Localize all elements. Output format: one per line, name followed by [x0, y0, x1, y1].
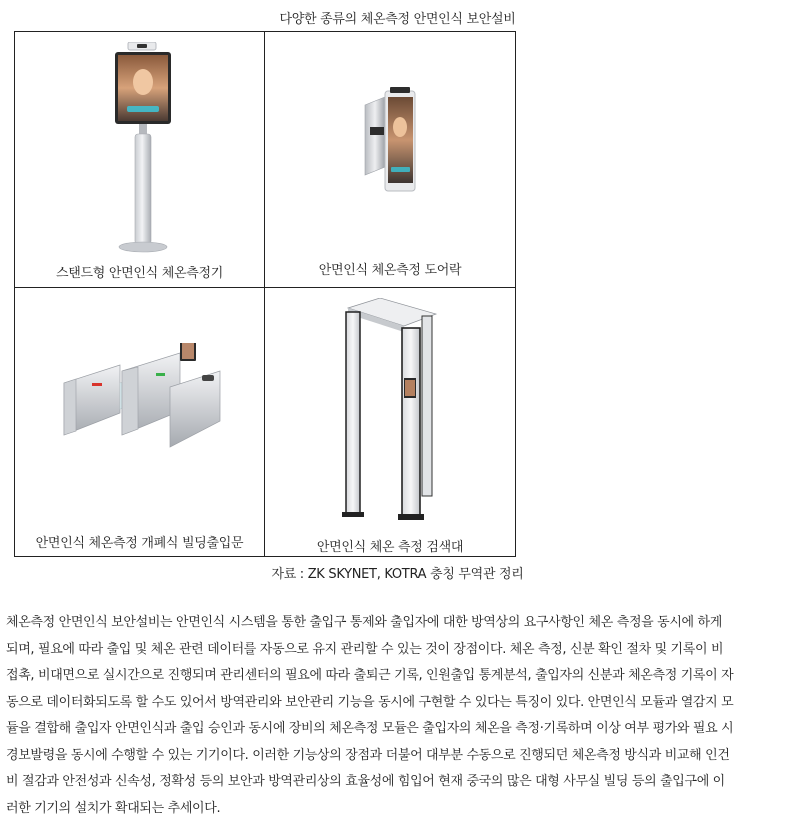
- paragraph-line: 듈을 결합해 출입자 안면인식과 출입 승인과 동시에 장비의 체온측정 모듈은 출입자의 체온을 측정·기록하며 이상 여부 평가와 필요 시: [6, 721, 734, 736]
- paragraph-line: 체온측정 안면인식 보안설비는 안면인식 시스템을 통한 출입구 통제와 출입자에 대한 방역상의 요구사항인 체온 측정을 동시에 하게: [6, 615, 722, 630]
- door-lock-icon: [355, 87, 430, 197]
- stand-thermometer-icon: [103, 42, 183, 257]
- paragraph-line: 러한 기기의 설치가 확대되는 추세이다.: [6, 800, 221, 816]
- product-cell-doorlock: [265, 32, 515, 288]
- product-label: 안면인식 체온측정 도어락: [318, 263, 462, 278]
- walkthrough-detector-icon: [340, 298, 440, 523]
- product-cell-stand: [15, 32, 265, 288]
- paragraph-line: 접촉, 비대면으로 실시간으로 진행되며 관리센터의 필요에 따라 출퇴근 기록, 인원출입 통계분석, 출입자의 신분과 체온측정 기록이 자: [6, 668, 734, 683]
- paragraph-line: 되며, 필요에 따라 출입 및 체온 관련 데이터를 자동으로 유지 관리할 수 있는 것이 장점이다. 체온 측정, 신분 확인 절차 및 기록이 비: [6, 641, 724, 657]
- product-label: 안면인식 체온측정 개폐식 빌딩출입문: [35, 536, 244, 551]
- product-grid: [14, 31, 516, 557]
- paragraph-line: 동으로 데이터화되도록 할 수도 있어서 방역관리와 보안관리 기능을 동시에 구현할 수 있다는 특징이 있다. 안면인식 모듈과 열감지 모: [6, 694, 734, 710]
- paragraph-line: 비 절감과 안전성과 신속성, 정확성 등의 보안과 방역관리상의 효율성에 힘입어 현재 중국의 많은 대형 사무실 빌딩 등의 출입구에 이: [6, 774, 725, 789]
- figure-source: 자료 : ZK SKYNET, KOTRA 충칭 무역관 정리: [271, 567, 524, 582]
- product-cell-gate: [15, 288, 265, 556]
- figure-title: 다양한 종류의 체온측정 안면인식 보안설비: [279, 12, 516, 27]
- product-label: 스탠드형 안면인식 체온측정기: [55, 266, 224, 281]
- product-cell-detector: [265, 288, 515, 556]
- speed-gate-icon: [60, 343, 225, 453]
- body-paragraph: [6, 610, 788, 822]
- product-label: 안면인식 체온 측정 검색대: [316, 540, 464, 555]
- paragraph-line: 경보발령을 동시에 수행할 수 있는 기기이다. 이러한 기능상의 장점과 더불어 대부분 수동으로 진행되던 체온측정 방식과 비교해 인건: [6, 747, 730, 763]
